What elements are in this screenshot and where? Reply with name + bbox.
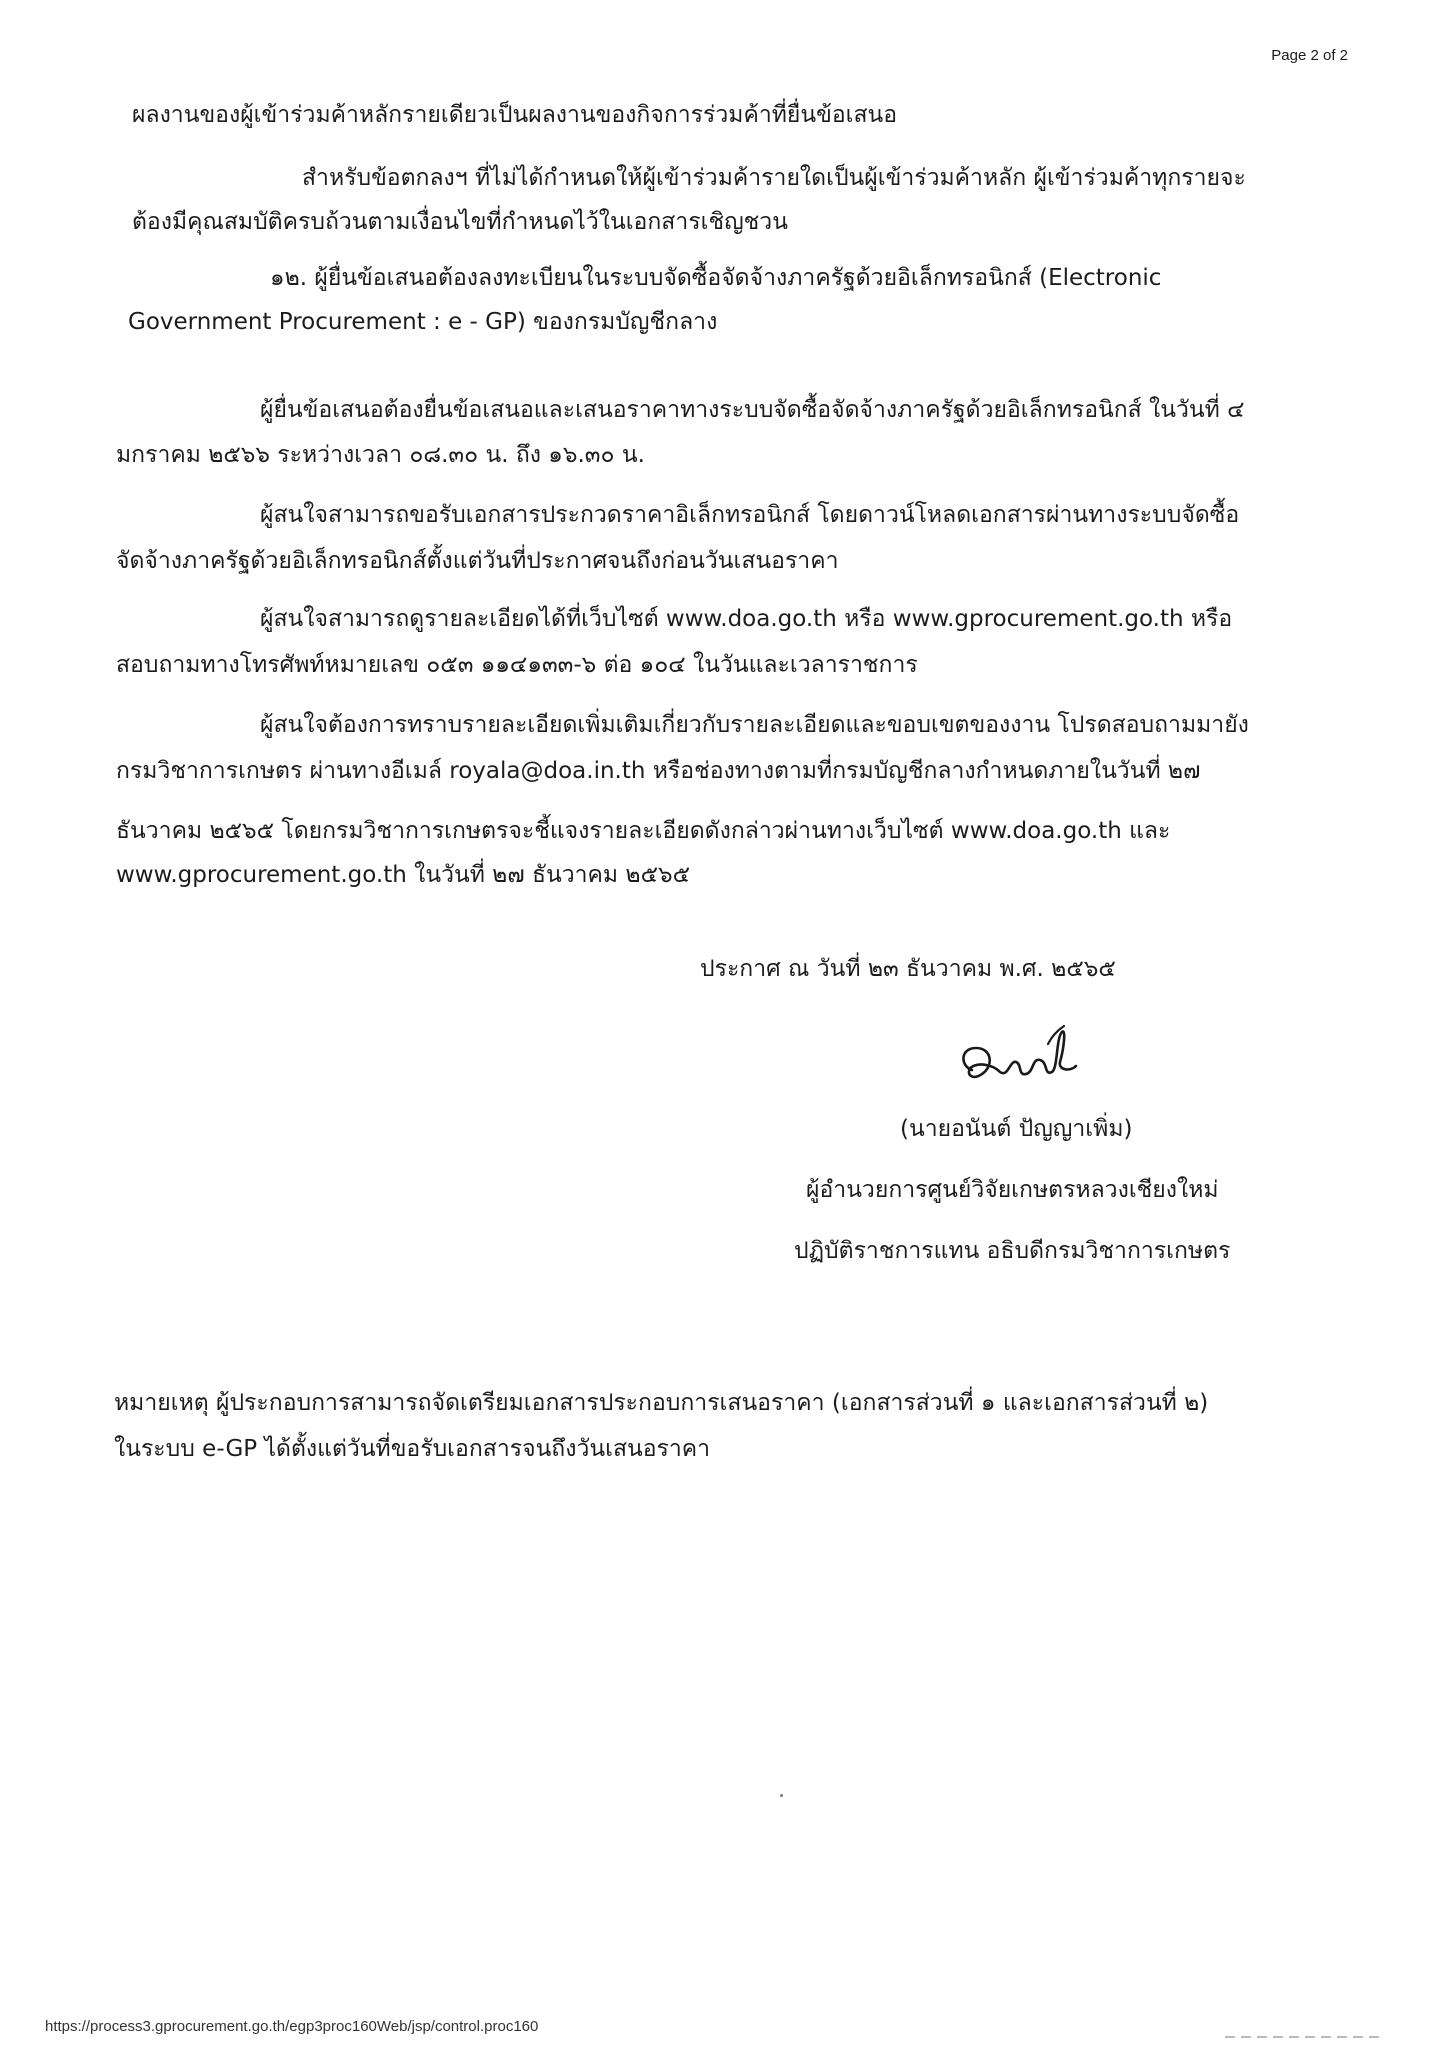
signatory-title: ผู้อำนวยการศูนย์วิจัยเกษตรหลวงเชียงใหม่ <box>806 1177 1219 1203</box>
footer-faded-mark <box>1225 2036 1385 2038</box>
body-line-2: สำหรับข้อตกลงฯ ที่ไม่ได้กำหนดให้ผู้เข้าร่วมค้ารายใดเป็นผู้เข้าร่วมค้าหลัก ผู้เข้าร่วมค้าทุกรายจะ <box>302 165 1246 191</box>
body-line-7: มกราคม ๒๕๖๖ ระหว่างเวลา ๐๘.๓๐ น. ถึง ๑๖.๓๐ น. <box>116 442 645 468</box>
body-line-1: ผลงานของผู้เข้าร่วมค้าหลักรายเดียวเป็นผลงานของกิจการร่วมค้าที่ยื่นข้อเสนอ <box>132 102 898 128</box>
body-line-5: Government Procurement : e - GP) ของกรมบัญชีกลาง <box>128 309 718 335</box>
body-line-3: ต้องมีคุณสมบัติครบถ้วนตามเงื่อนไขที่กำหนดไว้ในเอกสารเชิญชวน <box>132 209 788 235</box>
note-line-1: หมายเหตุ ผู้ประกอบการสามารถจัดเตรียมเอกสารประกอบการเสนอราคา (เอกสารส่วนที่ ๑ และเอกสารส่วนที่ ๒) <box>114 1390 1209 1416</box>
body-line-6: ผู้ยื่นข้อเสนอต้องยื่นข้อเสนอและเสนอราคาทางระบบจัดซื้อจัดจ้างภาครัฐด้วยอิเล็กทรอนิกส์ ในวันที่ ๔ <box>260 397 1245 423</box>
page-number: Page 2 of 2 <box>1271 47 1348 64</box>
body-line-11: สอบถามทางโทรศัพท์หมายเลข ๐๕๓ ๑๑๔๑๓๓-๖ ต่อ ๑๐๔ ในวันและเวลาราชการ <box>116 652 918 678</box>
announcement-date: ประกาศ ณ วันที่ ๒๓ ธันวาคม พ.ศ. ๒๕๖๕ <box>700 956 1116 982</box>
body-line-13: กรมวิชาการเกษตร ผ่านทางอีเมล์ royala@doa.in.th หรือช่องทางตามที่กรมบัญชีกลางกำหนดภายในวันที่ ๒๗ <box>116 758 1201 784</box>
signatory-acting-for: ปฏิบัติราชการแทน อธิบดีกรมวิชาการเกษตร <box>794 1238 1231 1264</box>
footer-url: https://process3.gprocurement.go.th/egp3proc160Web/jsp/control.proc160 <box>45 2018 539 2035</box>
body-line-12: ผู้สนใจต้องการทราบรายละเอียดเพิ่มเติมเกี่ยวกับรายละเอียดและขอบเขตของงาน โปรดสอบถามมายัง <box>260 712 1249 738</box>
body-line-8: ผู้สนใจสามารถขอรับเอกสารประกวดราคาอิเล็กทรอนิกส์ โดยดาวน์โหลดเอกสารผ่านทางระบบจัดซื้อ <box>260 502 1240 528</box>
body-line-9: จัดจ้างภาครัฐด้วยอิเล็กทรอนิกส์ตั้งแต่วันที่ประกาศจนถึงก่อนวันเสนอราคา <box>116 548 839 574</box>
body-line-15: www.gprocurement.go.th ในวันที่ ๒๗ ธันวาคม ๒๕๖๕ <box>116 862 690 888</box>
body-line-14: ธันวาคม ๒๕๖๕ โดยกรมวิชาการเกษตรจะชี้แจงรายละเอียดดังกล่าวผ่านทางเว็บไซต์ www.doa.go.th และ <box>116 818 1171 844</box>
note-line-2: ในระบบ e-GP ได้ตั้งแต่วันที่ขอรับเอกสารจนถึงวันเสนอราคา <box>114 1436 711 1462</box>
body-line-10: ผู้สนใจสามารถดูรายละเอียดได้ที่เว็บไซต์ www.doa.go.th หรือ www.gprocurement.go.th หรือ <box>260 606 1233 632</box>
signature-image <box>952 1018 1102 1106</box>
signatory-name: (นายอนันต์ ปัญญาเพิ่ม) <box>900 1116 1133 1142</box>
scan-speck <box>780 1794 783 1797</box>
body-line-4: ๑๒. ผู้ยื่นข้อเสนอต้องลงทะเบียนในระบบจัดซื้อจัดจ้างภาครัฐด้วยอิเล็กทรอนิกส์ (Electronic <box>270 265 1162 291</box>
